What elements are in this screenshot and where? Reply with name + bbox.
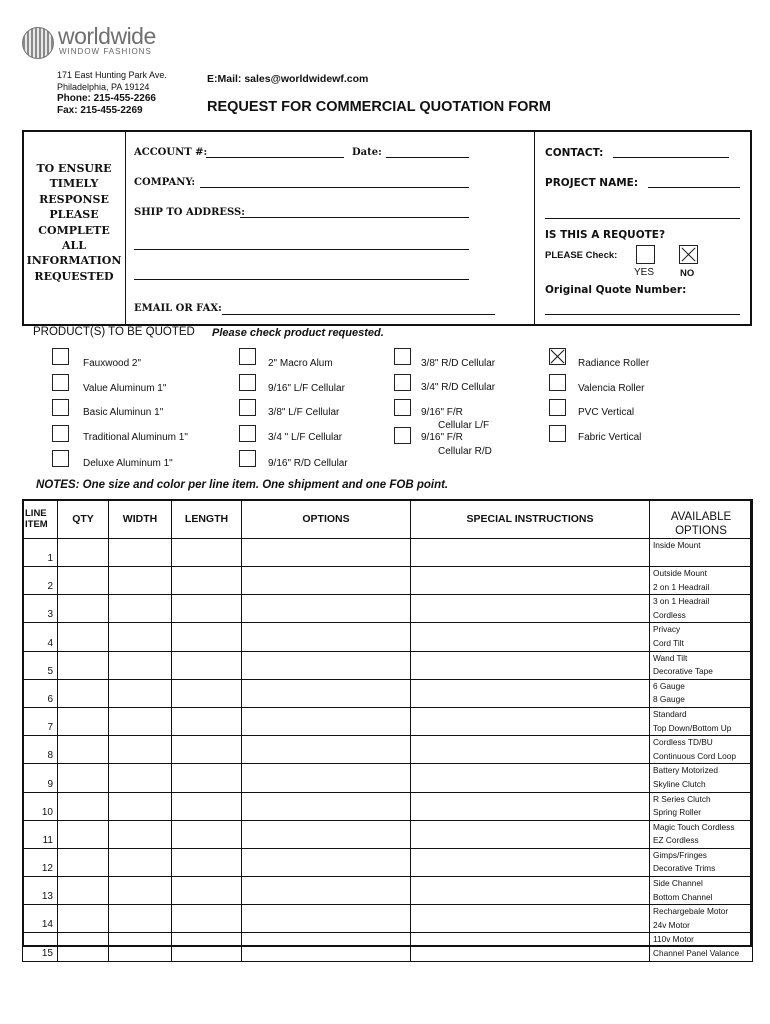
please-check-label: PLEASE Check: bbox=[545, 250, 618, 261]
qty-cell[interactable] bbox=[58, 820, 109, 848]
qty-cell[interactable] bbox=[58, 736, 109, 764]
available-options-cell bbox=[650, 905, 753, 933]
product-checkbox-pvc-vertical[interactable] bbox=[549, 399, 566, 416]
width-cell[interactable] bbox=[109, 764, 172, 792]
width-cell[interactable] bbox=[109, 623, 172, 651]
width-cell[interactable] bbox=[109, 567, 172, 595]
length-cell[interactable] bbox=[172, 651, 242, 679]
product-checkbox-traditional-aluminum[interactable] bbox=[52, 425, 69, 442]
available-option: 2 on 1 Headrail bbox=[653, 581, 710, 592]
available-option: Continuous Cord Loop bbox=[653, 750, 737, 761]
checkmark-x-icon bbox=[680, 246, 697, 263]
special-instructions-cell[interactable] bbox=[411, 764, 650, 792]
customer-info-box bbox=[22, 130, 752, 326]
special-instructions-cell[interactable] bbox=[411, 567, 650, 595]
product-checkbox-deluxe-aluminum[interactable] bbox=[52, 450, 69, 467]
options-cell[interactable] bbox=[242, 736, 411, 764]
line-number: 7 bbox=[23, 707, 58, 735]
available-options-cell bbox=[650, 877, 753, 905]
product-checkbox-916-rd-cellular[interactable] bbox=[239, 450, 256, 467]
options-cell[interactable] bbox=[242, 820, 411, 848]
length-cell[interactable] bbox=[172, 877, 242, 905]
product-checkbox-valencia-roller[interactable] bbox=[549, 374, 566, 391]
product-label: Cellular R/D bbox=[438, 446, 492, 457]
original-quote-label: Original Quote Number: bbox=[545, 284, 687, 296]
available-option: 3 on 1 Headrail bbox=[653, 596, 710, 607]
special-instructions-cell[interactable] bbox=[411, 933, 650, 961]
product-label: PVC Vertical bbox=[578, 407, 635, 418]
line-number: 13 bbox=[23, 877, 58, 905]
address-line-1: 171 East Hunting Park Ave. bbox=[57, 70, 167, 80]
width-cell[interactable] bbox=[109, 933, 172, 961]
available-option: Wand Tilt bbox=[653, 652, 688, 663]
length-cell[interactable] bbox=[172, 539, 242, 567]
qty-cell[interactable] bbox=[58, 905, 109, 933]
phone-number: Phone: 215-455-2266 bbox=[57, 93, 156, 104]
available-option: Channel Panel Valance bbox=[653, 948, 740, 959]
available-options-header: AVAILABLE OPTIONS bbox=[650, 500, 753, 539]
available-options-cell bbox=[650, 820, 753, 848]
product-label: 9/16" F/R bbox=[421, 407, 463, 418]
qty-cell[interactable] bbox=[58, 623, 109, 651]
special-instructions-cell[interactable] bbox=[411, 736, 650, 764]
date-input[interactable] bbox=[386, 157, 469, 158]
product-label: 9/16" L/F Cellular bbox=[268, 383, 345, 394]
width-cell[interactable] bbox=[109, 707, 172, 735]
width-cell[interactable] bbox=[109, 595, 172, 623]
line-number: 1 bbox=[23, 539, 58, 567]
product-label: Value Aluminum 1" bbox=[83, 383, 167, 394]
ship-to-input-line-3[interactable] bbox=[134, 279, 469, 280]
available-option: 8 Gauge bbox=[653, 694, 685, 705]
special-instructions-cell[interactable] bbox=[411, 820, 650, 848]
company-logo bbox=[22, 23, 162, 61]
account-label: ACCOUNT #: bbox=[134, 147, 208, 158]
available-options-cell bbox=[650, 707, 753, 735]
available-option: Spring Roller bbox=[653, 807, 701, 818]
table-row bbox=[23, 539, 753, 567]
table-row bbox=[23, 933, 753, 961]
options-cell[interactable] bbox=[242, 707, 411, 735]
product-label: 3/4" R/D Cellular bbox=[421, 382, 496, 393]
contact-input[interactable] bbox=[613, 157, 729, 158]
divider bbox=[534, 132, 535, 324]
fax-number: Fax: 215-455-2269 bbox=[57, 105, 143, 116]
line-number: 4 bbox=[23, 623, 58, 651]
company-input[interactable] bbox=[200, 187, 469, 188]
email-address: E:Mail: sales@worldwidewf.com bbox=[207, 73, 369, 85]
available-options-cell bbox=[650, 651, 753, 679]
project-name-input-line-2[interactable] bbox=[545, 218, 740, 219]
special-instructions-cell[interactable] bbox=[411, 792, 650, 820]
available-option: Gimps/Fringes bbox=[653, 849, 707, 860]
products-heading: PRODUCT(S) TO BE QUOTED bbox=[33, 326, 195, 338]
length-cell[interactable] bbox=[172, 905, 242, 933]
line-number: 2 bbox=[23, 567, 58, 595]
qty-cell[interactable] bbox=[58, 933, 109, 961]
available-option: Cordless bbox=[653, 609, 686, 620]
available-option: Skyline Clutch bbox=[653, 778, 706, 789]
available-option: 6 Gauge bbox=[653, 680, 685, 691]
product-checkbox-value-aluminum[interactable] bbox=[52, 374, 69, 391]
date-label: Date: bbox=[352, 147, 382, 158]
original-quote-input[interactable] bbox=[545, 314, 740, 315]
qty-cell[interactable] bbox=[58, 539, 109, 567]
product-checkbox-916-fr-cellular-lf[interactable] bbox=[394, 399, 411, 416]
available-options-cell bbox=[650, 848, 753, 876]
available-options-cell bbox=[650, 595, 753, 623]
width-cell[interactable] bbox=[109, 820, 172, 848]
line-number: 14 bbox=[23, 905, 58, 933]
available-option: R Series Clutch bbox=[653, 793, 711, 804]
available-options-cell bbox=[650, 679, 753, 707]
product-checkbox-fabric-vertical[interactable] bbox=[549, 425, 566, 442]
available-options-cell bbox=[650, 623, 753, 651]
special-instructions-cell[interactable] bbox=[411, 651, 650, 679]
product-label: Fauxwood 2" bbox=[83, 358, 142, 369]
special-instructions-cell[interactable] bbox=[411, 848, 650, 876]
product-label: Cellular L/F bbox=[438, 420, 490, 431]
table-row bbox=[23, 792, 753, 820]
brand-subtitle: WINDOW FASHIONS bbox=[59, 47, 152, 56]
width-cell[interactable] bbox=[109, 651, 172, 679]
qty-cell[interactable] bbox=[58, 848, 109, 876]
line-number: 3 bbox=[23, 595, 58, 623]
length-cell[interactable] bbox=[172, 933, 242, 961]
width-cell[interactable] bbox=[109, 905, 172, 933]
line-number: 6 bbox=[23, 679, 58, 707]
project-name-input[interactable] bbox=[648, 187, 740, 188]
product-label: Basic Aluminun 1" bbox=[83, 407, 164, 418]
address-line-2: Philadelphia, PA 19124 bbox=[57, 82, 150, 92]
line-number: 9 bbox=[23, 764, 58, 792]
available-option: Decorative Trims bbox=[653, 863, 716, 874]
product-checkbox-916-lf-cellular[interactable] bbox=[239, 374, 256, 391]
available-option: Cord Tilt bbox=[653, 637, 684, 648]
product-label: 9/16" R/D Cellular bbox=[268, 458, 348, 469]
table-row bbox=[23, 764, 753, 792]
line-number: 11 bbox=[23, 820, 58, 848]
form-title: REQUEST FOR COMMERCIAL QUOTATION FORM bbox=[207, 99, 551, 115]
email-fax-label: EMAIL OR FAX: bbox=[134, 303, 222, 314]
product-label: Traditional Aluminum 1" bbox=[83, 432, 188, 443]
available-options-cell bbox=[650, 792, 753, 820]
special-instructions-cell[interactable] bbox=[411, 707, 650, 735]
table-row bbox=[23, 905, 753, 933]
product-label: 3/8" R/D Cellular bbox=[421, 358, 496, 369]
requote-yes-checkbox[interactable] bbox=[636, 245, 655, 264]
options-cell[interactable] bbox=[242, 539, 411, 567]
special-instructions-cell[interactable] bbox=[411, 877, 650, 905]
account-input[interactable] bbox=[206, 157, 344, 158]
available-option: Standard bbox=[653, 708, 687, 719]
product-checkbox-basic-aluminum[interactable] bbox=[52, 399, 69, 416]
qty-cell[interactable] bbox=[58, 764, 109, 792]
project-name-label: PROJECT NAME: bbox=[545, 177, 639, 189]
available-option: Cordless TD/BU bbox=[653, 737, 713, 748]
yes-label: YES bbox=[634, 267, 655, 278]
width-cell[interactable] bbox=[109, 736, 172, 764]
options-cell[interactable] bbox=[242, 567, 411, 595]
product-checkbox-38-lf-cellular[interactable] bbox=[239, 399, 256, 416]
special-instructions-cell[interactable] bbox=[411, 539, 650, 567]
divider bbox=[125, 132, 126, 324]
product-label: 9/16" F/R bbox=[421, 432, 463, 443]
ship-to-input[interactable] bbox=[240, 217, 469, 218]
checkmark-x-icon bbox=[550, 349, 565, 364]
table-row bbox=[23, 567, 753, 595]
company-label: COMPANY: bbox=[134, 177, 196, 188]
line-number: 12 bbox=[23, 848, 58, 876]
product-label: 3/8" L/F Cellular bbox=[268, 407, 340, 418]
qty-cell[interactable] bbox=[58, 595, 109, 623]
table-row bbox=[23, 679, 753, 707]
product-label: Deluxe Aluminum 1" bbox=[83, 458, 173, 469]
line-item-header: LINE ITEM bbox=[23, 500, 58, 539]
globe-logo-icon bbox=[22, 27, 54, 59]
options-cell[interactable] bbox=[242, 595, 411, 623]
options-cell[interactable] bbox=[242, 877, 411, 905]
email-fax-input[interactable] bbox=[222, 314, 495, 315]
product-checkbox-fauxwood[interactable] bbox=[52, 348, 69, 365]
requote-no-checkbox[interactable] bbox=[679, 245, 698, 264]
product-label: Valencia Roller bbox=[578, 383, 645, 394]
available-option: Inside Mount bbox=[653, 540, 701, 550]
line-number: 8 bbox=[23, 736, 58, 764]
options-cell[interactable] bbox=[242, 848, 411, 876]
brand-name: worldwide bbox=[58, 23, 156, 49]
contact-label: CONTACT: bbox=[545, 147, 604, 159]
product-checkbox-radiance-roller[interactable] bbox=[549, 348, 566, 365]
product-label: Fabric Vertical bbox=[578, 432, 642, 443]
length-cell[interactable] bbox=[172, 848, 242, 876]
qty-cell[interactable] bbox=[58, 707, 109, 735]
table-row bbox=[23, 848, 753, 876]
options-cell[interactable] bbox=[242, 651, 411, 679]
qty-cell[interactable] bbox=[58, 877, 109, 905]
line-items-table bbox=[22, 499, 753, 962]
length-header: LENGTH bbox=[172, 500, 242, 539]
options-cell[interactable] bbox=[242, 679, 411, 707]
ship-to-input-line-2[interactable] bbox=[134, 249, 469, 250]
product-checkbox-916-fr-cellular-rd[interactable] bbox=[394, 427, 411, 444]
available-option: Decorative Tape bbox=[653, 666, 713, 677]
requote-question: IS THIS A REQUOTE? bbox=[545, 229, 666, 241]
available-options-cell bbox=[650, 567, 753, 595]
options-header: OPTIONS bbox=[242, 500, 411, 539]
available-options-cell bbox=[650, 539, 753, 567]
length-cell[interactable] bbox=[172, 707, 242, 735]
options-cell[interactable] bbox=[242, 905, 411, 933]
products-heading-note: Please check product requested. bbox=[212, 327, 384, 339]
width-cell[interactable] bbox=[109, 792, 172, 820]
product-label: 2" Macro Alum bbox=[268, 358, 333, 369]
available-option: 110v Motor bbox=[653, 934, 694, 945]
width-cell[interactable] bbox=[109, 877, 172, 905]
length-cell[interactable] bbox=[172, 820, 242, 848]
special-instructions-cell[interactable] bbox=[411, 623, 650, 651]
length-cell[interactable] bbox=[172, 679, 242, 707]
width-cell[interactable] bbox=[109, 679, 172, 707]
product-label: 3/4 " L/F Cellular bbox=[268, 432, 343, 443]
special-instructions-cell[interactable] bbox=[411, 905, 650, 933]
available-option: Outside Mount bbox=[653, 568, 707, 578]
no-label: NO bbox=[680, 268, 695, 279]
product-checkbox-34-rd-cellular[interactable] bbox=[394, 374, 411, 391]
length-cell[interactable] bbox=[172, 792, 242, 820]
length-cell[interactable] bbox=[172, 567, 242, 595]
available-options-cell bbox=[650, 736, 753, 764]
qty-cell[interactable] bbox=[58, 679, 109, 707]
available-option: Battery Motorized bbox=[653, 765, 719, 776]
product-checkbox-macro-alum[interactable] bbox=[239, 348, 256, 365]
available-option: Side Channel bbox=[653, 878, 703, 889]
available-option: Bottom Channel bbox=[653, 891, 713, 902]
line-number: 15 bbox=[23, 933, 58, 961]
special-instructions-cell[interactable] bbox=[411, 679, 650, 707]
line-number: 5 bbox=[23, 651, 58, 679]
available-option: Top Down/Bottom Up bbox=[653, 722, 732, 733]
length-cell[interactable] bbox=[172, 595, 242, 623]
table-row bbox=[23, 736, 753, 764]
length-cell[interactable] bbox=[172, 764, 242, 792]
width-header: WIDTH bbox=[109, 500, 172, 539]
table-row bbox=[23, 651, 753, 679]
options-cell[interactable] bbox=[242, 764, 411, 792]
ship-to-label: SHIP TO ADDRESS: bbox=[134, 207, 245, 218]
product-checkbox-38-rd-cellular[interactable] bbox=[394, 348, 411, 365]
qty-cell[interactable] bbox=[58, 567, 109, 595]
width-cell[interactable] bbox=[109, 848, 172, 876]
length-cell[interactable] bbox=[172, 623, 242, 651]
table-row bbox=[23, 820, 753, 848]
qty-cell[interactable] bbox=[58, 792, 109, 820]
qty-cell[interactable] bbox=[58, 651, 109, 679]
length-cell[interactable] bbox=[172, 736, 242, 764]
qty-header: QTY bbox=[58, 500, 109, 539]
options-cell[interactable] bbox=[242, 623, 411, 651]
product-label: Radiance Roller bbox=[578, 358, 650, 369]
options-cell[interactable] bbox=[242, 792, 411, 820]
table-row bbox=[23, 623, 753, 651]
options-cell[interactable] bbox=[242, 933, 411, 961]
available-option: Magic Touch Cordless bbox=[653, 821, 735, 832]
notes-text: NOTES: One size and color per line item. One shipment and one FOB point. bbox=[36, 479, 449, 491]
table-row bbox=[23, 707, 753, 735]
table-row bbox=[23, 877, 753, 905]
line-number: 10 bbox=[23, 792, 58, 820]
special-instructions-header: SPECIAL INSTRUCTIONS bbox=[411, 500, 650, 539]
available-options-cell bbox=[650, 933, 753, 961]
available-option: Privacy bbox=[653, 624, 681, 635]
table-row bbox=[23, 595, 753, 623]
available-option: 24v Motor bbox=[653, 919, 690, 930]
available-option: Rechargebale Motor bbox=[653, 906, 729, 917]
special-instructions-cell[interactable] bbox=[411, 595, 650, 623]
instructions-text: TO ENSURE TIMELY RESPONSE PLEASE COMPLETE ALL INFORMATION REQUESTED bbox=[26, 162, 122, 283]
width-cell[interactable] bbox=[109, 539, 172, 567]
available-option: EZ Cordless bbox=[653, 835, 699, 846]
product-checkbox-34-lf-cellular[interactable] bbox=[239, 425, 256, 442]
available-options-cell bbox=[650, 764, 753, 792]
